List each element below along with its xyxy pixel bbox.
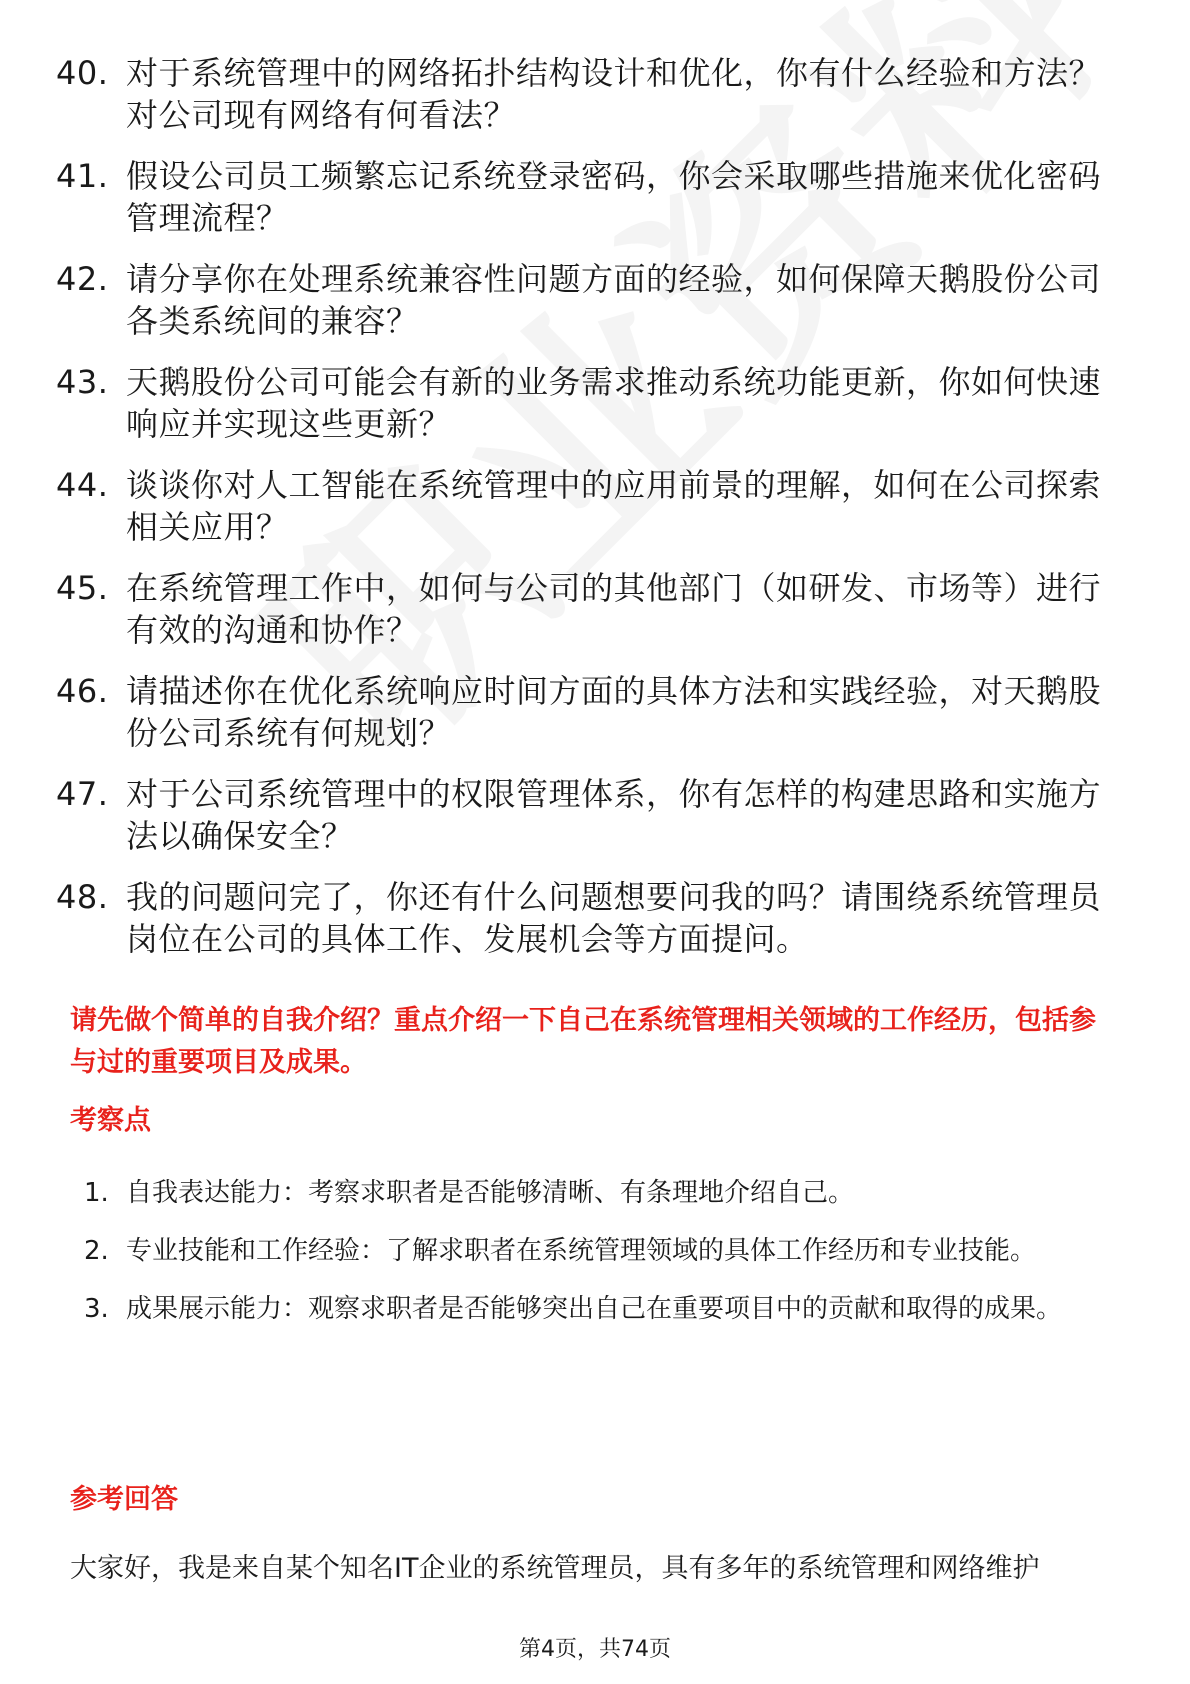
- question-number: 45.: [56, 569, 109, 607]
- section-title-reference-answer: 参考回答: [70, 1484, 178, 1515]
- question-number: 46.: [56, 672, 109, 710]
- page-footer: 第4页，共74页: [519, 1637, 671, 1662]
- point-number: 1.: [84, 1178, 109, 1208]
- reference-answer-text: 大家好，我是来自某个知名IT企业的系统管理员，具有多年的系统管理和网络维护: [70, 1553, 1040, 1584]
- question-list: [56, 52, 1116, 979]
- question-item: [56, 670, 1116, 754]
- question-number: 42.: [56, 260, 109, 298]
- question-item: [56, 361, 1116, 445]
- question-text: 请分享你在处理系统兼容性问题方面的经验，如何保障天鹅股份公司各类系统间的兼容？: [126, 260, 1102, 340]
- question-text: 天鹅股份公司可能会有新的业务需求推动系统功能更新，你如何快速响应并实现这些更新？: [126, 363, 1102, 443]
- point-number: 3.: [84, 1294, 109, 1324]
- question-item: [56, 773, 1116, 857]
- featured-question-heading: 请先做个简单的自我介绍？重点介绍一下自己在系统管理相关领域的工作经历，包括参与过的重要项目及成果。: [70, 1005, 1096, 1078]
- question-item: [56, 567, 1116, 651]
- point-number: 2.: [84, 1236, 109, 1266]
- question-number: 43.: [56, 363, 109, 401]
- point-text: 自我表达能力：考察求职者是否能够清晰、有条理地介绍自己。: [126, 1178, 855, 1208]
- section-title-assessment-points: 考察点: [70, 1105, 151, 1136]
- point-text: 成果展示能力：观察求职者是否能够突出自己在重要项目中的贡献和取得的成果。: [126, 1294, 1063, 1324]
- assessment-point: [84, 1222, 1114, 1280]
- question-item: [56, 464, 1116, 548]
- question-number: 48.: [56, 878, 109, 916]
- question-item: [56, 155, 1116, 239]
- assessment-point: [84, 1280, 1114, 1338]
- question-item: [56, 876, 1116, 960]
- question-text: 请描述你在优化系统响应时间方面的具体方法和实践经验，对天鹅股份公司系统有何规划？: [126, 672, 1102, 752]
- question-number: 41.: [56, 157, 109, 195]
- question-item: [56, 52, 1116, 136]
- question-number: 44.: [56, 466, 109, 504]
- question-number: 40.: [56, 54, 109, 92]
- question-text: 对于公司系统管理中的权限管理体系，你有怎样的构建思路和实施方法以确保安全？: [126, 775, 1102, 855]
- point-text: 专业技能和工作经验：了解求职者在系统管理领域的具体工作经历和专业技能。: [126, 1236, 1037, 1266]
- question-text: 谈谈你对人工智能在系统管理中的应用前景的理解，如何在公司探索相关应用？: [126, 466, 1102, 546]
- question-number: 47.: [56, 775, 109, 813]
- assessment-point-list: [84, 1164, 1114, 1338]
- question-text: 在系统管理工作中，如何与公司的其他部门（如研发、市场等）进行有效的沟通和协作？: [126, 569, 1102, 649]
- question-item: [56, 258, 1116, 342]
- assessment-point: [84, 1164, 1114, 1222]
- question-text: 对于系统管理中的网络拓扑结构设计和优化，你有什么经验和方法？对公司现有网络有何看法？: [126, 54, 1102, 134]
- question-text: 我的问题问完了，你还有什么问题想要问我的吗？请围绕系统管理员岗位在公司的具体工作、发展机会等方面提问。: [126, 878, 1102, 958]
- question-text: 假设公司员工频繁忘记系统登录密码，你会采取哪些措施来优化密码管理流程？: [126, 157, 1102, 237]
